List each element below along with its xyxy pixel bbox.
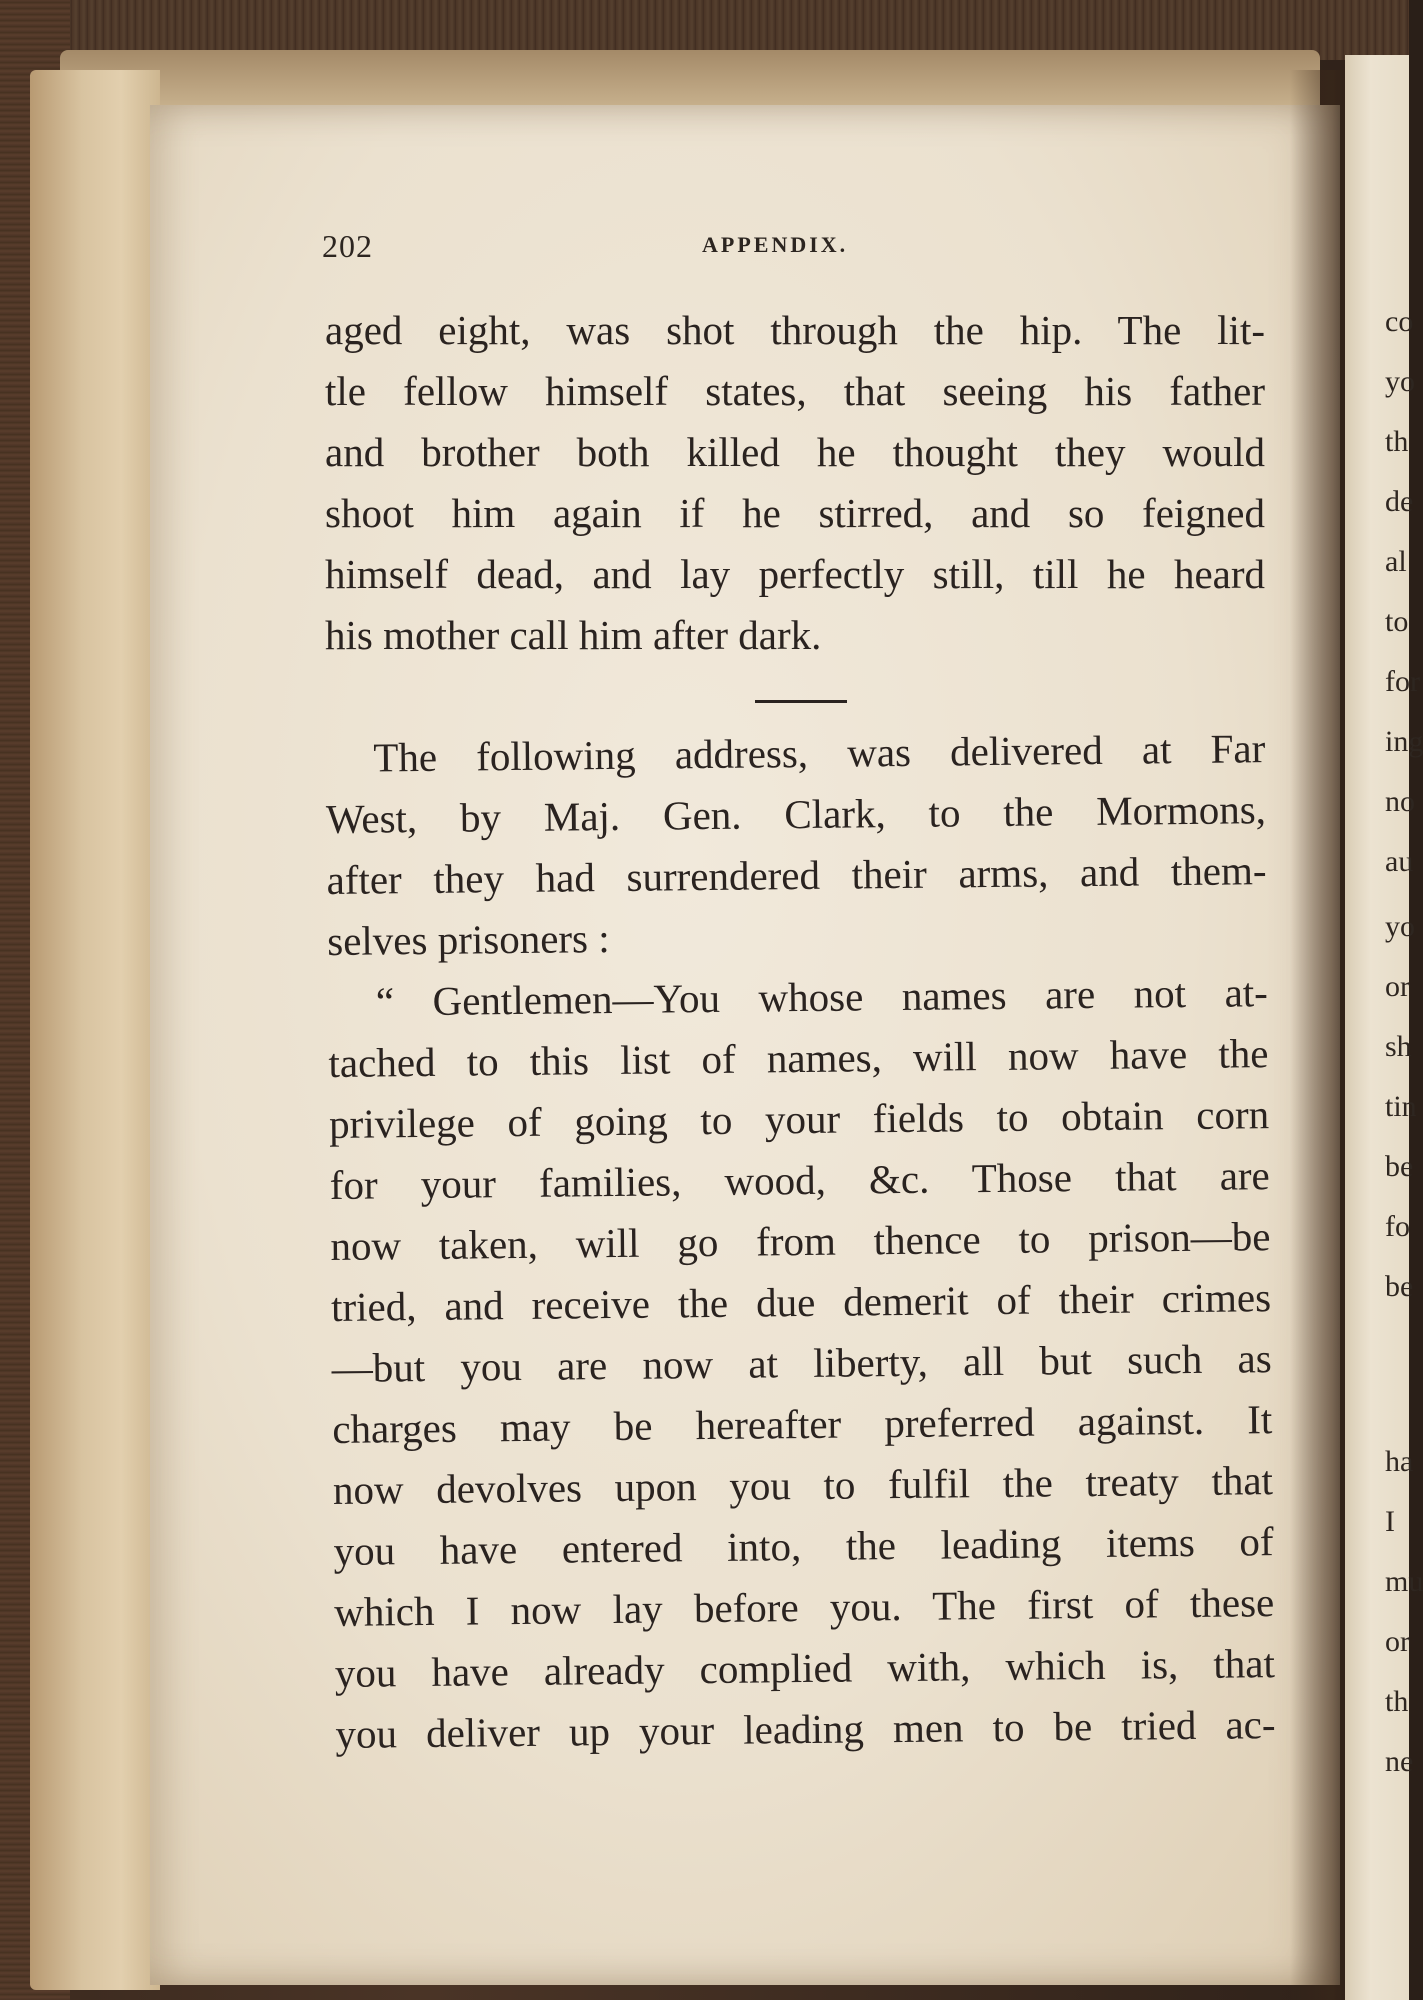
text-line: tle fellow himself states, that seeing his father (325, 368, 1265, 414)
facing-fragment: fo (1385, 1210, 1410, 1243)
text-line: selves prisoners : (326, 915, 610, 964)
text-line: charges may be hereafter preferred against. It (332, 1396, 1273, 1452)
text-line: now taken, will go from thence to prison—be (330, 1213, 1271, 1269)
facing-fragment: or (1385, 1625, 1410, 1658)
facing-fragment: to (1385, 605, 1409, 638)
text-line: tried, and receive the due demerit of their crimes (330, 1274, 1272, 1330)
section-divider (755, 700, 847, 703)
text-line: The following address, was delivered at Far (373, 725, 1266, 781)
text-line: aged eight, was shot through the hip. The lit- (325, 307, 1265, 353)
facing-fragment: be (1385, 1150, 1414, 1183)
facing-fragment: au (1385, 845, 1414, 878)
facing-fragment: th (1385, 425, 1409, 458)
facing-fragment: ing (1385, 725, 1423, 758)
text-line: shoot him again if he stirred, and so feigned (325, 490, 1265, 536)
facing-fragment: ha (1385, 1445, 1414, 1478)
facing-fragment: or (1385, 970, 1410, 1003)
text-line: now devolves upon you to fulfil the treaty that (332, 1457, 1274, 1513)
facing-fragment: tin (1385, 1090, 1417, 1123)
text-line: tached to this list of names, will now have the (328, 1030, 1269, 1086)
facing-fragment: ne (1385, 1745, 1414, 1778)
facing-fragment: I (1385, 1505, 1395, 1538)
text-line: his mother call him after dark. (325, 612, 822, 658)
facing-fragment: al (1385, 545, 1407, 578)
facing-fragment: mu (1385, 1565, 1423, 1598)
paragraph-1 (325, 300, 1265, 666)
facing-fragment: yo (1385, 365, 1415, 398)
facing-fragment: yo (1385, 910, 1415, 943)
page-stack-fore-edge (30, 70, 160, 1990)
text-line: you deliver up your leading men to be tried ac- (335, 1701, 1276, 1757)
section-title: APPENDIX. (702, 232, 849, 257)
paragraph-2-and-3 (325, 718, 1276, 1765)
text-line: and brother both killed he thought they would (325, 429, 1265, 475)
page-number: 202 (322, 228, 373, 264)
facing-fragment: co (1385, 305, 1414, 338)
text-line: you have already complied with, which is, that (334, 1640, 1276, 1696)
text-line: himself dead, and lay perfectly still, till he heard (325, 551, 1265, 597)
text-line: —but you are now at liberty, all but such as (331, 1335, 1272, 1391)
text-line: which I now lay before you. The first of these (334, 1579, 1275, 1635)
facing-fragment: sh (1385, 1030, 1412, 1063)
text-line: privilege of going to your fields to obtain corn (328, 1091, 1270, 1147)
facing-fragment: de (1385, 485, 1414, 518)
facing-fragment: for (1385, 665, 1420, 698)
facing-fragment: be (1385, 1270, 1414, 1303)
facing-fragment: no (1385, 785, 1415, 818)
text-line: West, by Maj. Gen. Clark, to the Mormons, (325, 786, 1267, 842)
text-line: for your families, wood, &c. Those that are (329, 1152, 1270, 1208)
text-line: you have entered into, the leading items of (333, 1518, 1274, 1574)
text-line: “ Gentlemen—You whose names are not at- (375, 969, 1269, 1025)
facing-fragment: th (1385, 1685, 1409, 1718)
text-line: after they had surrendered their arms, and them- (326, 847, 1267, 903)
facing-page-edge (1345, 55, 1423, 2000)
